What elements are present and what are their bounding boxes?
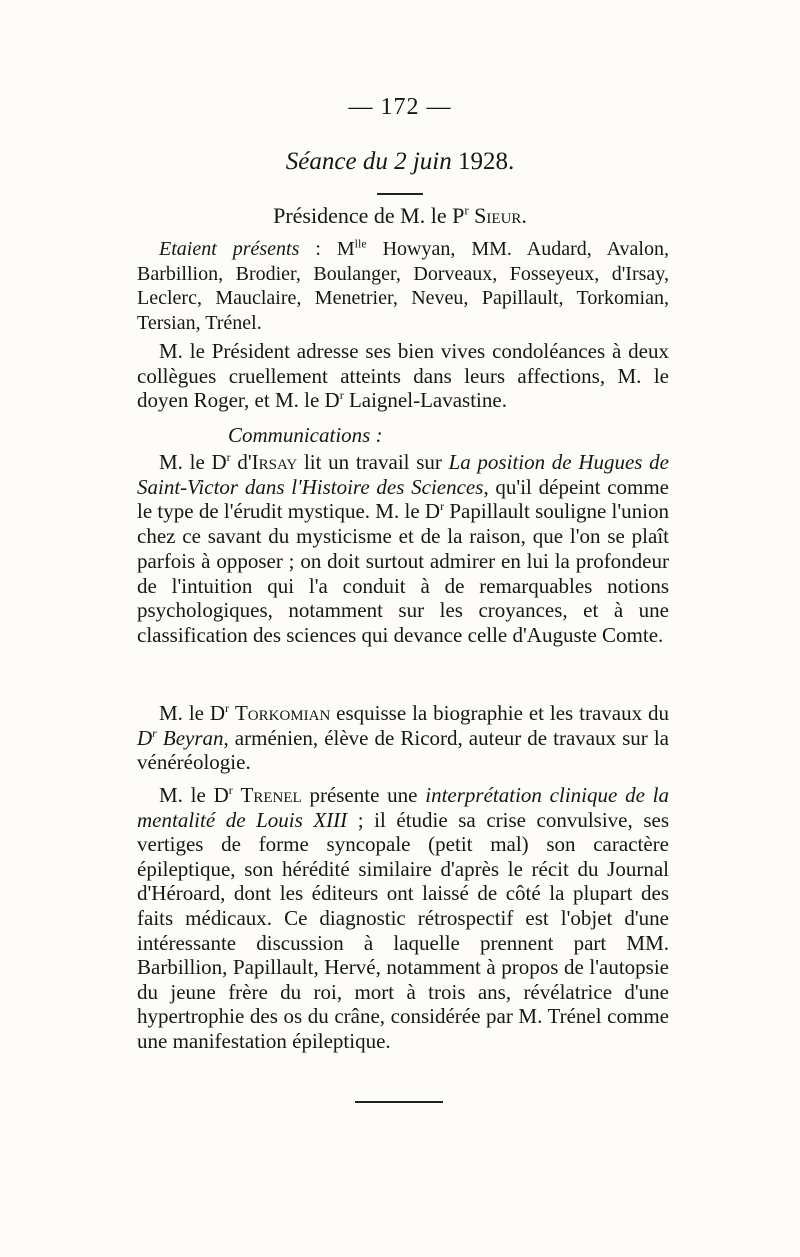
author-irsay: Irsay xyxy=(251,450,298,474)
subject-beyran: Beyran xyxy=(156,725,224,750)
author-torkomian: Torkomian xyxy=(234,701,331,725)
presidency-line: Présidence de M. le $P^r$ Sieur. xyxy=(273,202,527,228)
session-heading xyxy=(0,148,800,176)
session-label: Séance du 2 juin xyxy=(285,148,452,175)
torkomian-paragraph: M. le $D^r$ Torkomian esquisse la biographie et les travaux du $D^r$ Beyran, arménien, élève de Ricord, auteur de travaux sur la vénéréologie. xyxy=(137,701,669,775)
session-year: 1928. xyxy=(457,148,515,175)
work-title-louis-xiii: interprétation clinique de la mentalité de Louis XIII xyxy=(137,783,669,832)
bottom-divider xyxy=(355,1101,443,1103)
irsay-paragraph: M. le $D^r$ d'Irsay lit un travail sur La position de Hugues de Saint-Victor dans l'Histoire des Sciences, qu'il dépeint comme le type de l'érudit mystique. M. le $D^r$ Papillault souligne l'union chez ce savant du mysticisme et de la raison, que l'on se plaît parfois à opposer ; on doit surtout admirer en lui la profondeur de l'intuition qui l'a conduit à de remarquables notions psychologiques, notamment sur les croyances, et à une classification des sciences qui devance celle d'Auguste Comte. xyxy=(137,450,670,647)
document-page: — 172 — Séance du 2 juin 1928. Présidence de M. le $P^r$ Sieur. Etaient présents : $M^{lle}$ Howyan, MM. Audard, Avalon, Barbillion, Brodier, Boulanger, Dorveaux, Fosseyeux, d'Irsay, Leclerc, Mauclaire, Menetrier, Neveu, Papillault, Torkomian, Tersian, Trénel. M. le Président adresse ses bien vives condoléances à deux collègues cruellement atteints dans leurs affections, M. le doyen Roger, et M. le $D^r$ Laignel-Lavastine. Communications : M. le $D^r$ d'Irsay lit un travail sur La position de Hugues de Saint-Victor dans l'Histoire des Sciences, qu'il dépeint comme le type de l'érudit mystique. M. le $D^r$ Papillault souligne l'union chez ce savant du mysticisme et de la raison, que l'on se plaît parfois à opposer ; on doit surtout admirer en lui la profondeur de l'intuition qui l'a conduit à de remarquables notions psychologiques, notamment sur les croyances, et à une classification des sciences qui devance celle d'Auguste Comte. M. le $D^r$ Torkomian esquisse la biographie et les travaux du $D^r$ Beyran, arménien, élève de Ricord, auteur de travaux sur la vénéréologie. M. le $D^r$ Trenel présente une interprétation clinique de la mentalité de Louis XIII ; il étudie sa crise convulsive, ses vertiges de forme syncopale (petit mal) son caractère épileptique, son hérédité similaire d'après le récit du Journal d'Héroard, dont les éditeurs ont laissé de côté la plupart des faits médicaux. Ce diagnostic rétrospectif est l'objet d'une intéressante discussion à laquelle prennent part MM. Barbillion, Papillault, Hervé, notamment à propos de l'autopsie du jeune frère du roi, mort à trois ans, révélatrice d'une hypertrophie des os du crâne, considérée par M. Trénel comme une manifestation épileptique. xyxy=(0,0,800,1257)
president-name: Sieur. xyxy=(474,203,527,228)
attendees-lead: Etaient présents xyxy=(159,238,300,260)
trenel-paragraph: M. le $D^r$ Trenel présente une interprétation clinique de la mentalité de Louis XIII ; il étudie sa crise convulsive, ses vertiges de forme syncopale (petit mal) son caractère épileptique, son hérédité similaire d'après le récit du Journal d'Héroard, dont les éditeurs ont laissé de côté la plupart des faits médicaux. Ce diagnostic rétrospectif est l'objet d'une intéressante discussion à laquelle prennent part MM. Barbillion, Papillault, Hervé, notamment à propos de l'autopsie du jeune frère du roi, mort à trois ans, révélatrice d'une hypertrophie des os du crâne, considérée par M. Trénel comme une manifestation épileptique. xyxy=(137,783,669,1053)
author-trenel: Trenel xyxy=(240,783,302,807)
work-title-hugues: La position de Hugues de Saint-Victor xyxy=(137,450,669,499)
condolences-paragraph: M. le Président adresse ses bien vives condoléances à deux collègues cruellement atteints dans leurs affections, M. le doyen Roger, et M. le $D^r$ Laignel-Lavastine. xyxy=(137,339,669,412)
page-number: — 172 — xyxy=(348,94,452,120)
attendees-paragraph: Etaient présents : $M^{lle}$ Howyan, MM. Audard, Avalon, Barbillion, Brodier, Boulanger, Dorveaux, Fosseyeux, d'Irsay, Leclerc, Mauclaire, Menetrier, Neveu, Papillault, Torkomian, Tersian, Trénel. xyxy=(137,236,669,335)
work-title-histoire: dans l'Histoire des Sciences xyxy=(244,474,484,499)
top-divider xyxy=(377,193,423,195)
